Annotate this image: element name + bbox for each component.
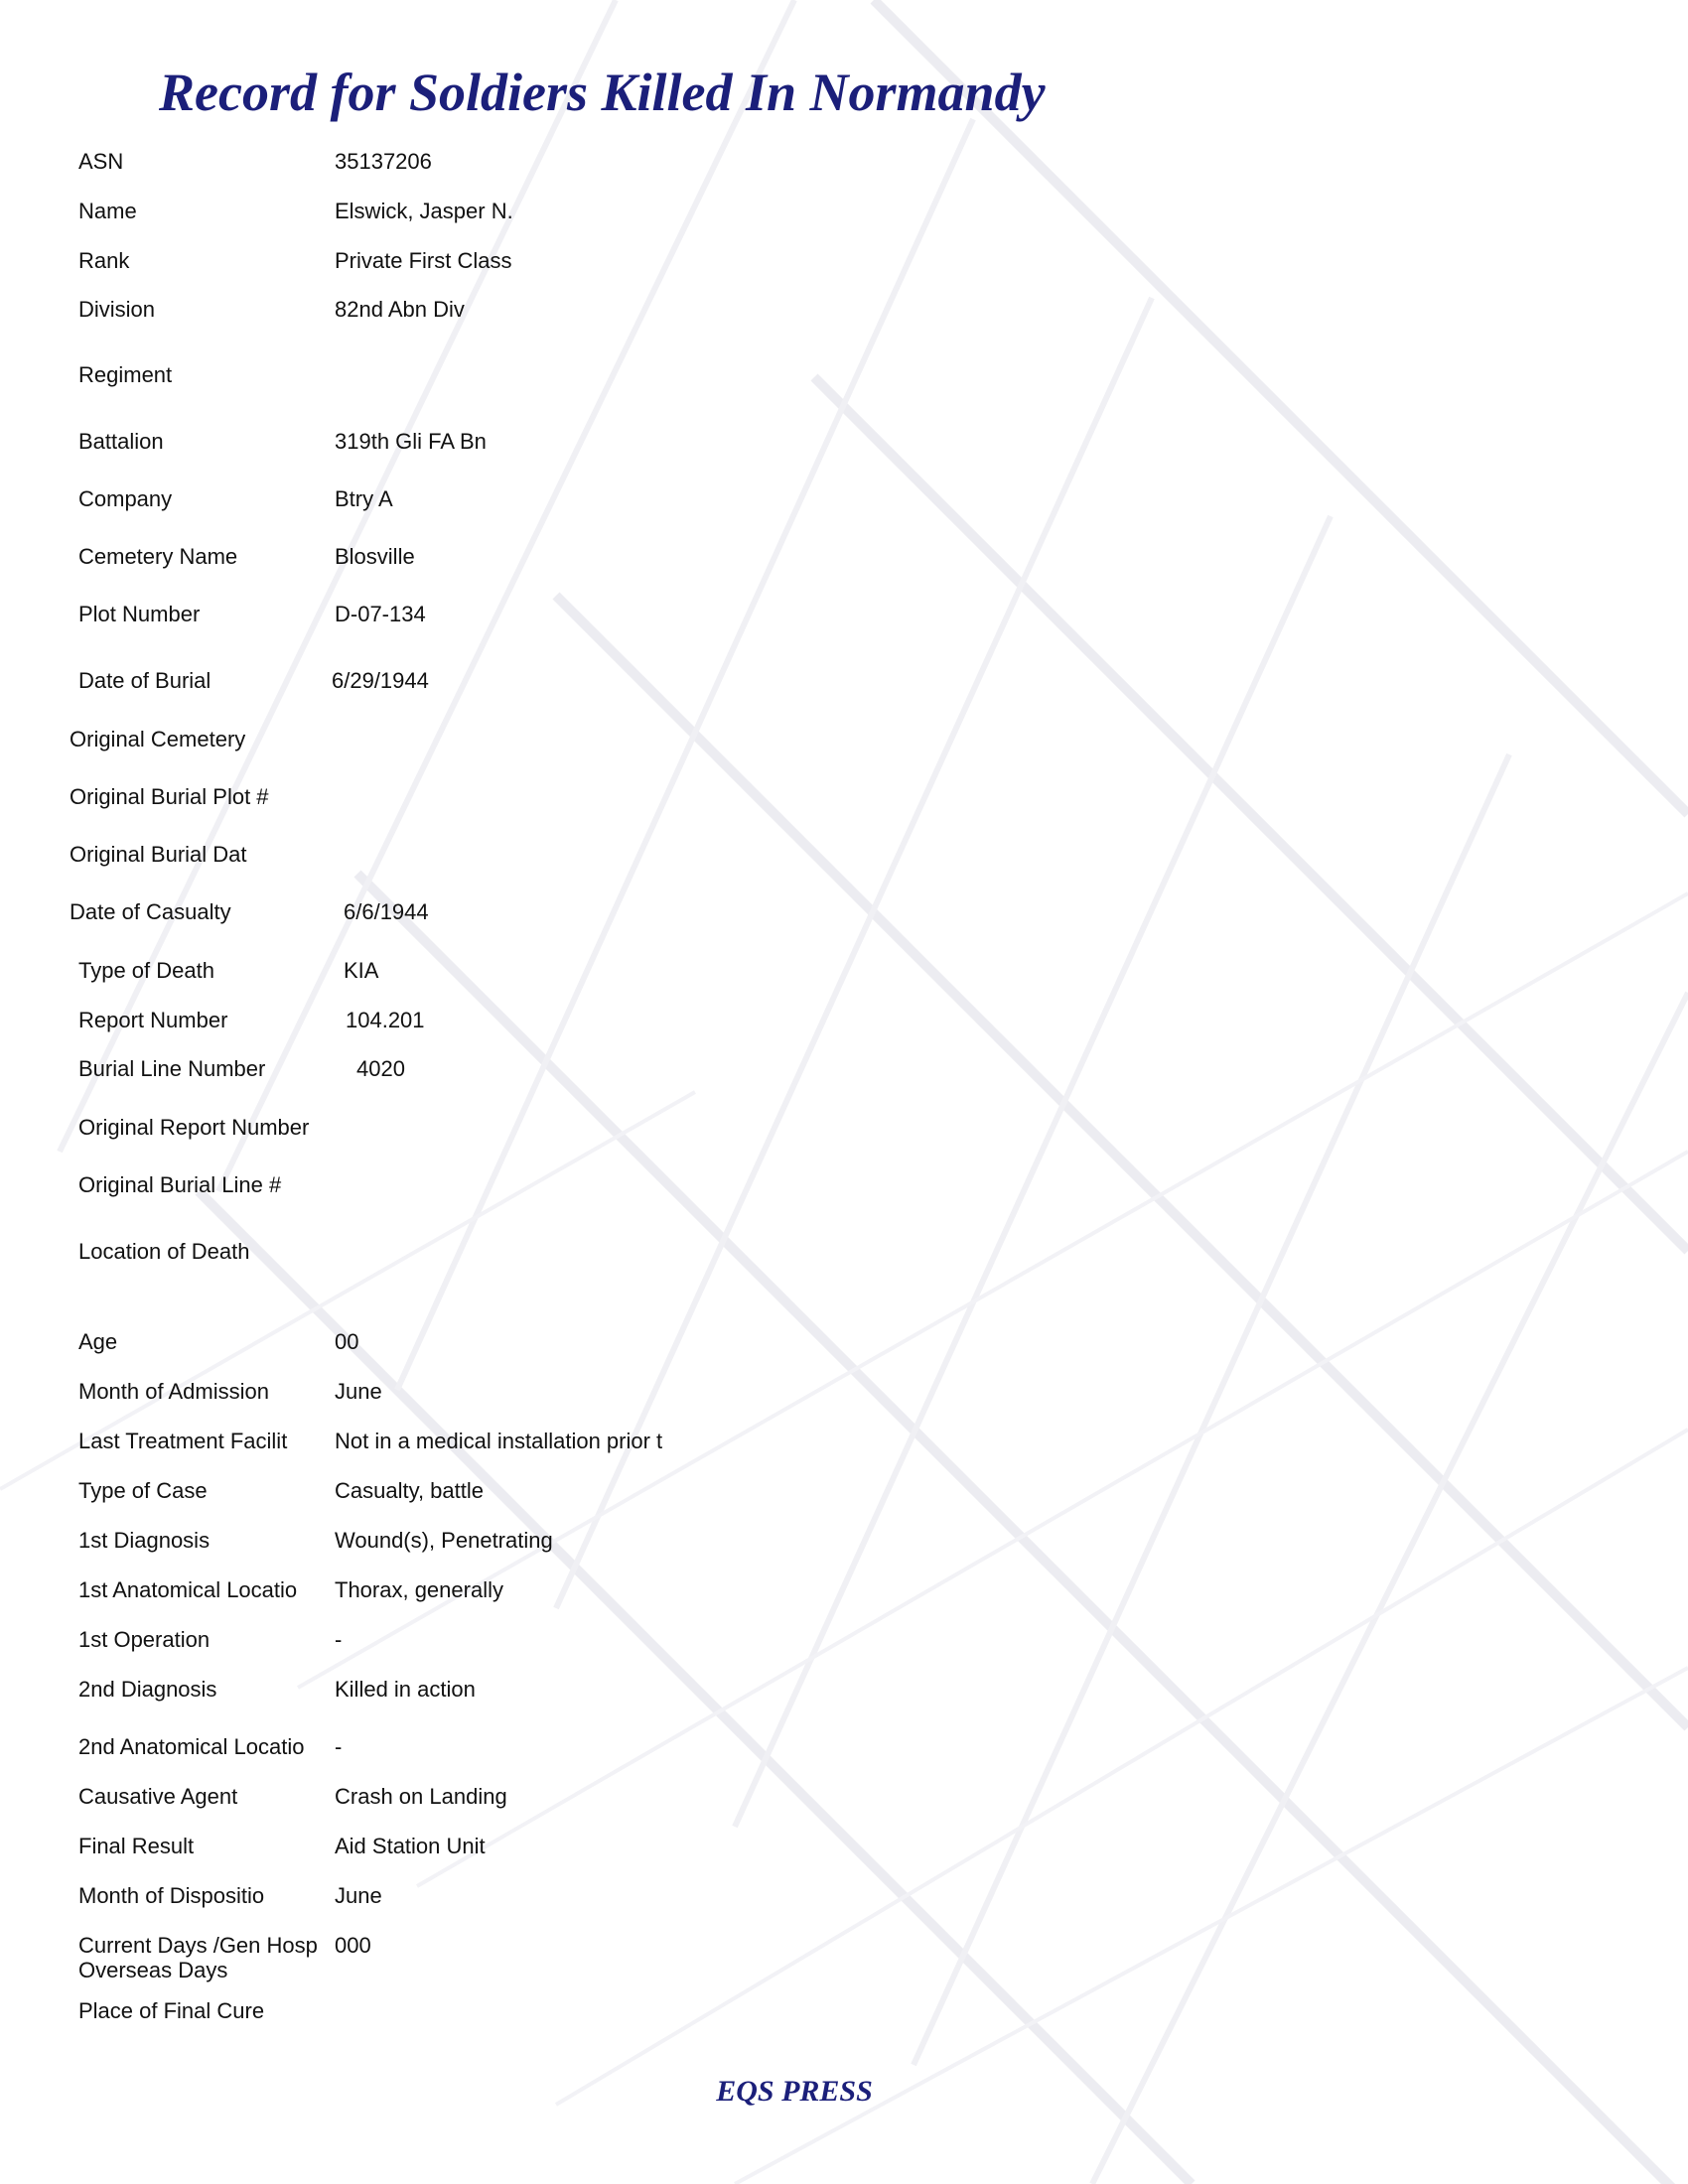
field-label-last-facility: Last Treatment Facilit	[78, 1429, 288, 1453]
field-label-days-line2: Overseas Days	[78, 1958, 228, 1982]
field-value-admission-month: June	[335, 1379, 382, 1404]
page-title: Record for Soldiers Killed In Normandy	[159, 63, 1046, 122]
field-label-orig-date: Original Burial Dat	[70, 842, 247, 867]
field-label-orig-plot: Original Burial Plot #	[70, 784, 269, 809]
field-label-cemetery: Cemetery Name	[78, 544, 238, 569]
field-value-cemetery: Blosville	[335, 544, 415, 569]
field-value-diag2: Killed in action	[335, 1677, 476, 1702]
field-label-days-line1: Current Days /Gen Hosp	[78, 1933, 318, 1958]
field-value-last-facility: Not in a medical installation prior t	[335, 1429, 663, 1453]
field-label-result: Final Result	[78, 1834, 195, 1858]
field-value-burial-date: 6/29/1944	[332, 668, 429, 693]
field-value-name: Elswick, Jasper N.	[335, 199, 513, 223]
field-label-regiment: Regiment	[78, 362, 173, 387]
field-label-rank: Rank	[78, 248, 130, 273]
field-value-battalion: 319th Gli FA Bn	[335, 429, 487, 454]
field-label-anat2: 2nd Anatomical Locatio	[78, 1734, 305, 1759]
field-label-division: Division	[78, 297, 156, 322]
field-value-days-line1: 000	[335, 1933, 371, 1958]
field-value-asn: 35137206	[335, 149, 432, 174]
field-label-age: Age	[78, 1329, 118, 1354]
field-label-anat1: 1st Anatomical Locatio	[78, 1577, 298, 1602]
field-label-final-cure: Place of Final Cure	[78, 1998, 265, 2023]
field-label-report-no: Report Number	[78, 1008, 228, 1032]
field-value-company: Btry A	[335, 486, 393, 511]
field-label-orig-cemetery: Original Cemetery	[70, 727, 246, 751]
field-label-orig-report: Original Report Number	[78, 1115, 310, 1140]
field-value-disp-month: June	[335, 1883, 382, 1908]
field-label-name: Name	[78, 199, 137, 223]
field-value-op1: -	[335, 1627, 343, 1652]
field-label-agent: Causative Agent	[78, 1784, 238, 1809]
field-value-casualty-date: 6/6/1944	[344, 899, 429, 924]
field-label-burial-line: Burial Line Number	[78, 1056, 266, 1081]
publisher-footer: EQS PRESS	[716, 2075, 873, 2108]
field-label-death-location: Location of Death	[78, 1239, 250, 1264]
field-value-result: Aid Station Unit	[335, 1834, 486, 1858]
field-label-casualty-date: Date of Casualty	[70, 899, 231, 924]
field-label-company: Company	[78, 486, 173, 511]
field-label-orig-line: Original Burial Line #	[78, 1172, 282, 1197]
field-label-op1: 1st Operation	[78, 1627, 211, 1652]
field-label-burial-date: Date of Burial	[78, 668, 211, 693]
field-label-death-type: Type of Death	[78, 958, 214, 983]
field-value-agent: Crash on Landing	[335, 1784, 507, 1809]
field-value-plot: D-07-134	[335, 602, 426, 626]
field-value-case-type: Casualty, battle	[335, 1478, 485, 1503]
field-value-death-type: KIA	[344, 958, 379, 983]
field-label-asn: ASN	[78, 149, 124, 174]
field-value-burial-line: 4020	[356, 1056, 405, 1081]
field-label-battalion: Battalion	[78, 429, 164, 454]
field-value-division: 82nd Abn Div	[335, 297, 465, 322]
field-value-report-no: 104.201	[346, 1008, 425, 1032]
field-value-anat2: -	[335, 1734, 343, 1759]
field-label-diag1: 1st Diagnosis	[78, 1528, 211, 1553]
field-label-disp-month: Month of Dispositio	[78, 1883, 265, 1908]
field-label-plot: Plot Number	[78, 602, 201, 626]
field-value-diag1: Wound(s), Penetrating	[335, 1528, 553, 1553]
field-value-anat1: Thorax, generally	[335, 1577, 503, 1602]
field-label-admission-month: Month of Admission	[78, 1379, 269, 1404]
field-value-rank: Private First Class	[335, 248, 512, 273]
field-label-case-type: Type of Case	[78, 1478, 208, 1503]
field-value-age: 00	[335, 1329, 359, 1354]
field-label-diag2: 2nd Diagnosis	[78, 1677, 217, 1702]
